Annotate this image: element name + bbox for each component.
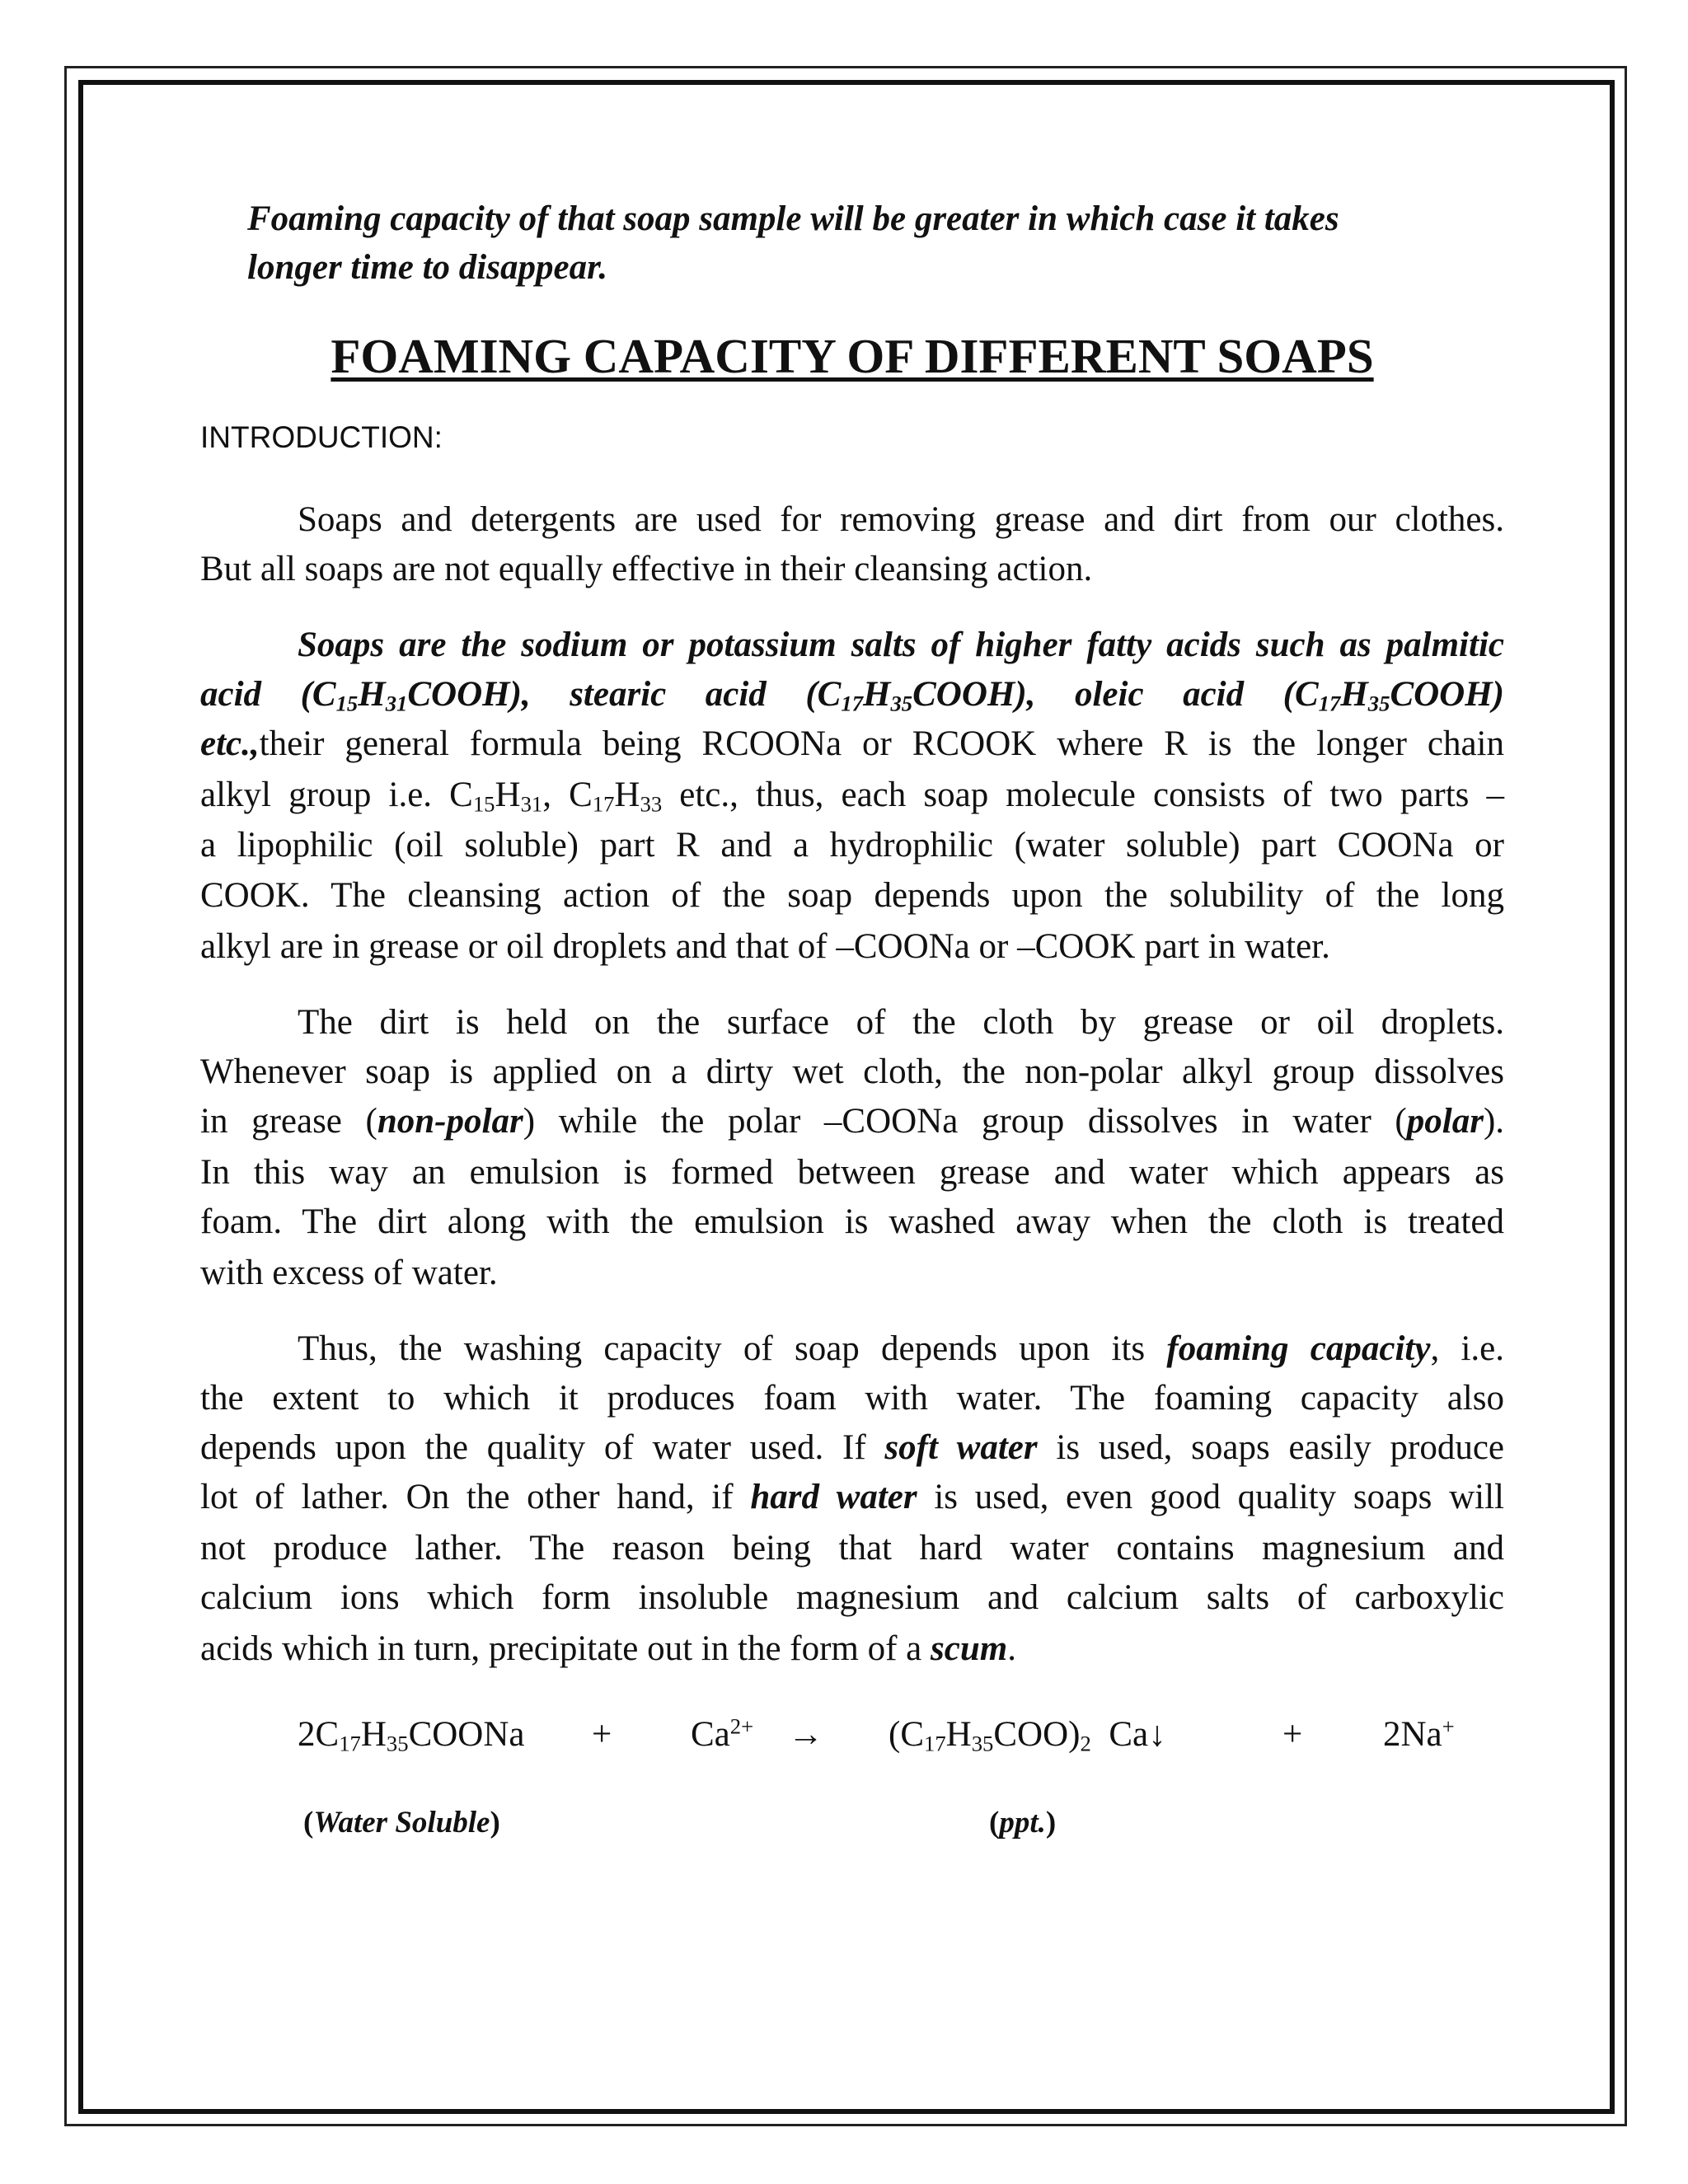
p2-line-2: acid $(C_{15}H_{31}COOH)$, stearic acid $(C_{17}H_{35}COOH)$, oleic acid $(C_{17}H_{35}COOH)$ [200, 675, 1504, 716]
reaction-arrow: → [788, 1715, 823, 1754]
p3-line-4: In this way an emulsion is formed between grease and water which appears as [200, 1153, 1504, 1192]
p2-line-1: Soaps are the sodium or potassium salts of higher fatty acids such as palmitic [298, 626, 1504, 664]
top-note [247, 194, 1339, 292]
intro-heading: INTRODUCTION: [200, 420, 443, 454]
reactant-calcium-ion: $Ca^{2+}$ [691, 1713, 754, 1754]
product-sodium-ion: 2Na+ [1383, 1713, 1455, 1754]
p4-line-1: Thus, the washing capacity of soap depends upon its foaming capacity, i.e. [298, 1329, 1504, 1368]
p2-line-4: alkyl group i.e. $C_{15}H_{31}$, $C_{17}H_{33}$ etc., thus, each soap molecule consists of two parts – [200, 776, 1505, 817]
label-water-soluble: (Water Soluble) [303, 1806, 500, 1840]
reactant-sodium-stearate: $2C_{17}H_{35}COONa$ [298, 1715, 525, 1756]
plus-sign-1: + [592, 1715, 612, 1754]
product-calcium-stearate: $(C_{17}H_{35}COO)_2$ Ca↓ [889, 1715, 1166, 1756]
p3-line-2: Whenever soap is applied on a dirty wet cloth, the non-polar alkyl group dissolves [200, 1052, 1504, 1091]
p2-line-5: a lipophilic (oil soluble) part R and a hydrophilic (water soluble) part COONa or [200, 826, 1504, 865]
p4-line-2: the extent to which it produces foam with water. The foaming capacity also [200, 1379, 1504, 1418]
page-title: FOAMING CAPACITY OF DIFFERENT SOAPS [331, 329, 1374, 383]
plus-sign-2: + [1282, 1715, 1303, 1754]
p1-line-2: But all soaps are not equally effective in their cleansing action. [200, 550, 1093, 588]
p2-line-3: etc.,their general formula being RCOONa or RCOOK where R is the longer chain [200, 724, 1504, 763]
p4-line-6: calcium ions which form insoluble magnesium and calcium salts of carboxylic [200, 1578, 1504, 1617]
label-precipitate: (ppt.) [989, 1806, 1057, 1840]
p2-line-6: COOK. The cleansing action of the soap depends upon the solubility of the long [200, 876, 1504, 915]
top-note-line-2: longer time to disappear. [247, 248, 608, 287]
p3-line-6: with excess of water. [200, 1254, 498, 1292]
p2-line-7: alkyl are in grease or oil droplets and that of –COONa or –COOK part in water. [200, 927, 1330, 966]
precipitate-arrow-icon: ↓ [1148, 1715, 1166, 1754]
p4-line-4: lot of lather. On the other hand, if hard water is used, even good quality soaps will [200, 1478, 1504, 1516]
p4-line-5: not produce lather. The reason being that hard water contains magnesium and [200, 1529, 1504, 1568]
p3-line-1: The dirt is held on the surface of the cloth by grease or oil droplets. [298, 1003, 1504, 1042]
top-note-line-1: Foaming capacity of that soap sample will be greater in which case it takes [247, 199, 1339, 238]
p3-line-3: in grease (non-polar) while the polar –COONa group dissolves in water (polar). [200, 1102, 1505, 1141]
p3-line-5: foam. The dirt along with the emulsion is washed away when the cloth is treated [200, 1202, 1504, 1241]
p1-line-1: Soaps and detergents are used for removing grease and dirt from our clothes. [298, 500, 1504, 539]
p4-line-7: acids which in turn, precipitate out in the form of a scum. [200, 1629, 1016, 1668]
p4-line-3: depends upon the quality of water used. If soft water is used, soaps easily produce [200, 1428, 1504, 1467]
